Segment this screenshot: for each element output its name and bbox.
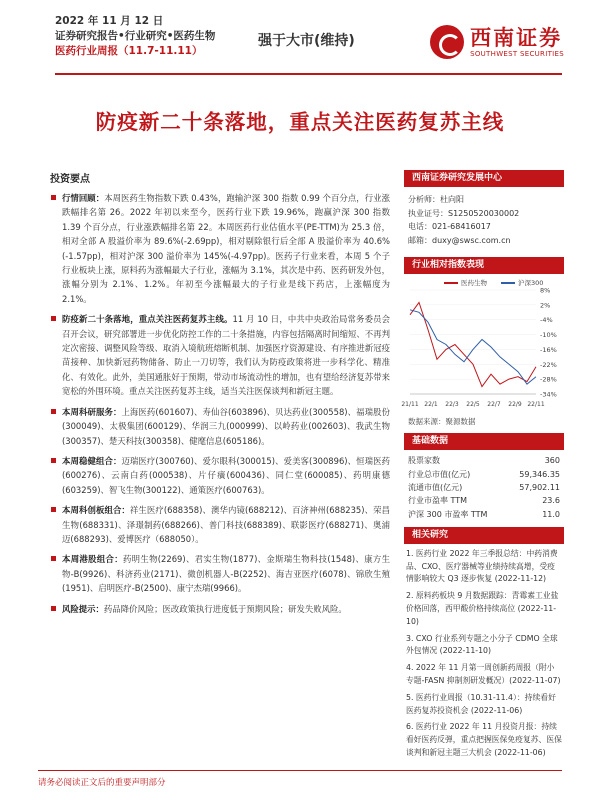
related-research-list bbox=[404, 544, 564, 768]
industry-rating: 强于大市(维持) bbox=[258, 33, 355, 49]
chart-svg bbox=[401, 274, 564, 414]
base-data-title: 基础数据 bbox=[404, 433, 564, 450]
y-tick-label: 2% bbox=[540, 301, 551, 310]
x-tick-label: 22/1 bbox=[424, 401, 438, 408]
relative-index-chart-box bbox=[401, 257, 564, 433]
policy-paragraph: 防疫新二十条落地，重点关注医药复苏主线。11 月 10 日，中共中央政治局常务委员会召开会议，研究部署进一步优化防控工作的二十条措施，内容包括隔离时间缩短、不再判定次密接、调整风险等级、取消入境航班熔断机制、加强医疗资源建设、有序推进新冠疫苗接种、加快新冠药物储备、防止一刀切等，我们认为防疫政策将进一步科学化、精准化、有效化。此外，美国通胀好于预期，带动市场流动性的增加，也有望给经济复苏带来宽松的外围环境。重点关注医药复苏主线，适当关注医保谈判和新冠主题。 bbox=[50, 312, 390, 398]
base-data-key: 流通市值(亿元) bbox=[408, 482, 463, 492]
relative-index-chart bbox=[401, 274, 564, 414]
logo-cn: 西南证券 bbox=[470, 26, 563, 50]
base-data-value: 57,902.11 bbox=[519, 482, 560, 492]
x-tick-label: 22/5 bbox=[466, 401, 480, 408]
investment-highlights bbox=[50, 170, 390, 622]
base-data-key: 沪深 300 市盈率 TTM bbox=[408, 509, 488, 519]
steady-portfolio-paragraph: 本周稳健组合：迈瑞医疗(300760)、爱尔眼科(300015)、爱美客(300896)、恒瑞医药(600276)、云南白药(000538)、片仔癀(600436)、同仁堂(600085)、药明康德(603259)、智飞生物(300122)、通策医疗(600763)。 bbox=[50, 454, 390, 497]
legend-item-hs300: 沪深300 bbox=[501, 278, 543, 287]
star-market-portfolio-paragraph: 本周科创板组合：祥生医疗(688358)、澳华内镜(688212)、百济神州(688235)、荣昌生物(688331)、泽璟制药(688266)、普门科技(688389)、联影医疗(688271)、奥浦迈(688293)、爱博医疗（688050）。 bbox=[50, 503, 390, 546]
report-meta bbox=[55, 14, 215, 59]
logo-mark-icon bbox=[430, 25, 464, 59]
base-data-row bbox=[404, 467, 564, 480]
y-tick-label: -4% bbox=[540, 316, 553, 325]
x-tick-label: 21/11 bbox=[401, 401, 419, 408]
related-research-title: 相关研究 bbox=[404, 527, 564, 544]
base-data-row bbox=[404, 481, 564, 494]
x-tick-label: 22/9 bbox=[508, 401, 522, 408]
market-review-paragraph: 行情回顾：本周医药生物指数下跌 0.43%，跑输沪深 300 指数 0.99 个百分点，行业涨跌幅排名第 26。2022 年初以来至今，医药行业下跌 19.96%，跑赢沪深 300 指数 1.39 个百分点，行业涨跌幅排名第 22。本周医药行业估值水平(PE-TTM)为 25.3 倍，相对全部 A 股溢价率为 89.6%(-2.69pp)，相对剔除银行后全部 A 股溢价率为 40.6%(-1.57pp)，相对沪深 300 溢价率为 145%(-4.97pp)。医药子行业来看，本周 5 个子行业板块上涨，原料药为涨幅最大子行业，涨幅为 3.1%，其次是中药、医药研发外包，涨幅分别为 2.1%、1.2%。年初至今涨幅最大的子行业是线下药店，上涨幅度为 2.1%。 bbox=[50, 191, 390, 306]
analyst-phone: 电话：021-68416017 bbox=[408, 222, 491, 231]
footer-disclaimer: 请务必阅读正文后的重要声明部分 bbox=[38, 778, 166, 788]
y-tick-label: -10% bbox=[540, 331, 557, 340]
y-tick-label: -34% bbox=[540, 390, 557, 399]
base-data-value: 360 bbox=[544, 456, 560, 466]
x-tick-label: 22/7 bbox=[487, 401, 501, 408]
logo-en: SOUTHWEST SECURITIES bbox=[470, 50, 564, 58]
y-tick-label: -16% bbox=[540, 345, 557, 354]
sidebar bbox=[401, 170, 564, 768]
report-date: 2022 年 11 月 12 日 bbox=[55, 15, 164, 27]
base-data-table bbox=[404, 454, 564, 521]
chart-legend bbox=[444, 278, 543, 287]
related-research-item[interactable]: 3. CXO 行业系列专题之小分子 CDMO 全球外包情况 (2022-11-10) bbox=[406, 633, 558, 656]
risk-paragraph: 风险提示：药品降价风险；医改政策执行进度低于预期风险；研发失败风险。 bbox=[50, 602, 390, 616]
analyst-email[interactable]: 邮箱：duxy@swsc.com.cn bbox=[408, 235, 511, 245]
dept-title: 西南证券研究发展中心 bbox=[404, 170, 564, 187]
related-research-item[interactable]: 2. 原料药板块 9 月数据跟踪：青霉素工业盐价格回落，西甲酸价格持续高位 (2022-11-10) bbox=[406, 591, 559, 626]
series-line-hs300 bbox=[410, 310, 536, 384]
base-data-row bbox=[404, 508, 564, 521]
legend-item-pharma: 医药生物 bbox=[444, 278, 487, 287]
related-research-item[interactable]: 1. 医药行业 2022 年三季报总结：中药消费品、CXO、医疗器械等业绩持续高增，受疫情影响较大 Q3 逐步恢复 (2022-11-12) bbox=[406, 548, 558, 584]
related-research-item[interactable]: 5. 医药行业周报（10.31-11.4）：持续看好医药复苏投资机会 (2022-11-06) bbox=[406, 692, 556, 715]
chart-title: 行业相对指数表现 bbox=[404, 257, 564, 274]
chart-source: 数据来源：聚源数据 bbox=[408, 417, 476, 426]
y-tick-label: -28% bbox=[540, 375, 557, 384]
hk-portfolio-paragraph: 本周港股组合：药明生物(2269)、君实生物(1877)、金斯瑞生物科技(1548)、康方生物-B(9926)、科济药业(2171)、微创机器人-B(2252)、海吉亚医疗(6078)、锦欣生殖(1951)、启明医疗-B(2500)、康宁杰瑞(9966)。 bbox=[50, 552, 390, 595]
company-logo bbox=[430, 25, 564, 59]
base-data-row bbox=[404, 494, 564, 507]
analyst-name: 分析师：杜向阳 bbox=[408, 195, 464, 204]
research-portfolio-paragraph: 本周科研服务：上海医药(601607)、寿仙谷(603896)、贝达药业(300558)、福瑞股份(300049)、太极集团(600129)、华润三九(000999)、以岭药业(002603)、我武生物(300357)、楚天科技(300358)、健麾信息(605186)。 bbox=[50, 405, 390, 448]
base-data-value: 23.6 bbox=[542, 496, 560, 506]
base-data-key: 股票家数 bbox=[408, 456, 440, 466]
report-name: 医药行业周报（11.7-11.11） bbox=[55, 45, 203, 57]
report-category: 证券研究报告•行业研究•医药生物 bbox=[55, 30, 216, 42]
footer-divider bbox=[38, 770, 562, 771]
base-data-value: 59,346.35 bbox=[519, 469, 560, 479]
related-research-item[interactable]: 6. 医药行业 2022 年 11 月投资月报：持续看好医药反弹，重点把握医保免疫复苏、医保谈判和新冠主题三大机会 (2022-11-06) bbox=[406, 722, 562, 758]
x-tick-label: 22/3 bbox=[445, 401, 459, 408]
y-tick-label: 8% bbox=[540, 286, 551, 295]
y-tick-label: -22% bbox=[540, 360, 557, 369]
series-line-pharma bbox=[410, 302, 536, 386]
section-label: 投资要点 bbox=[50, 174, 90, 185]
related-research-item[interactable]: 4. 2022 年 11 月第一周创新药周报（附小专题-FASN 抑制剂研发概况）(2022-11-07) bbox=[406, 663, 561, 686]
x-tick-label: 22/11 bbox=[527, 401, 545, 408]
base-data-value: 11.0 bbox=[542, 509, 560, 519]
report-title: 防疫新二十条落地，重点关注医药复苏主线 bbox=[95, 110, 505, 134]
base-data-key: 行业市盈率 TTM bbox=[408, 496, 468, 506]
header-divider bbox=[55, 73, 562, 75]
analyst-cert: 执业证号：S1250520030002 bbox=[408, 208, 520, 218]
base-data-key: 行业总市值(亿元) bbox=[408, 469, 471, 479]
analyst-info bbox=[404, 187, 564, 253]
base-data-row bbox=[404, 454, 564, 467]
